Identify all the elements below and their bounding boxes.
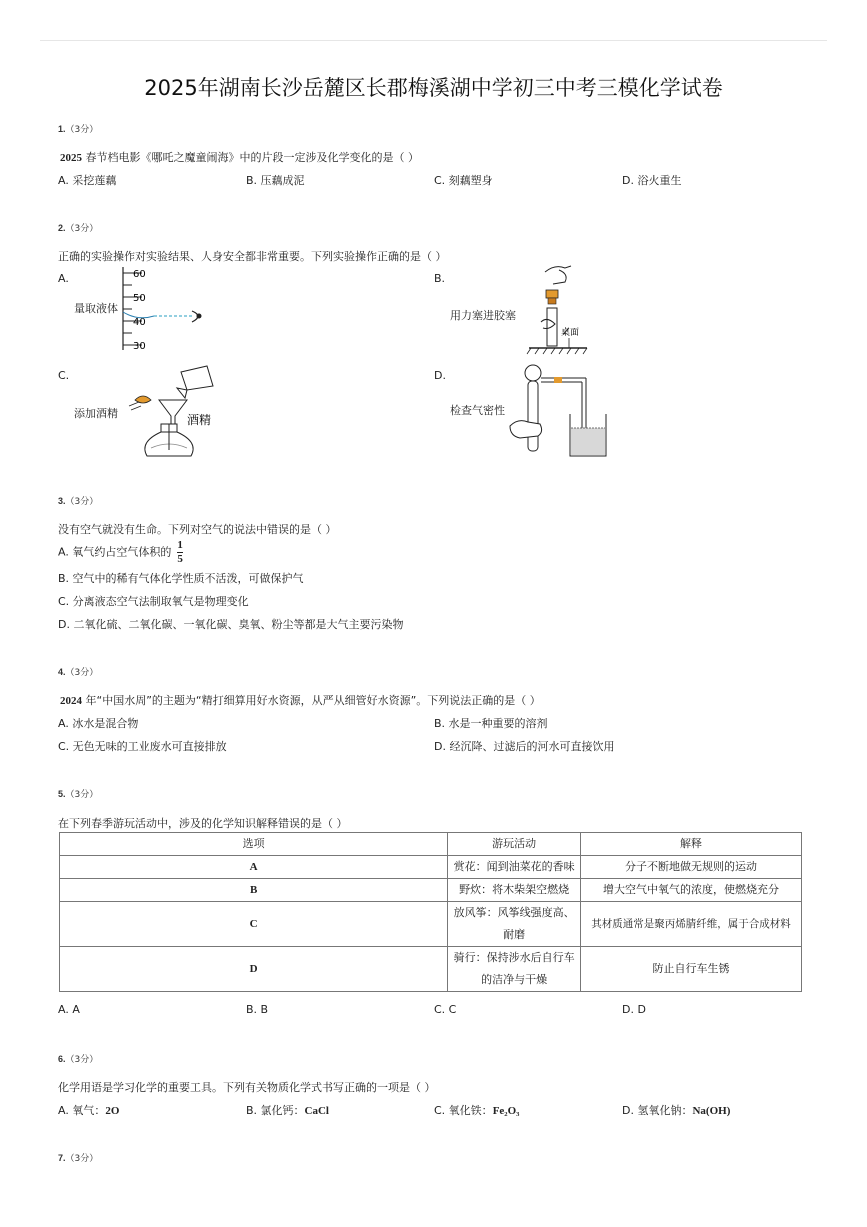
cell-option: A [60, 856, 448, 879]
option-b[interactable]: B. 压藕成泥 [246, 174, 305, 187]
figure-a-label: 量取液体 [74, 302, 118, 315]
option-label: B. 氯化钙： [246, 1104, 305, 1117]
option-a[interactable]: A. A [58, 1003, 80, 1016]
figure-c-label: 添加酒精 [74, 407, 118, 420]
cell-option: B [60, 879, 448, 902]
question-score: （3分） [65, 224, 99, 234]
question-3-stem: 没有空气就没有生命。下列对空气的说法中错误的是（ ） [58, 523, 337, 536]
question-5-header [58, 787, 98, 800]
option-d[interactable]: D. 经沉降、过滤后的河水可直接饮用 [434, 740, 615, 753]
option-a[interactable] [58, 540, 183, 565]
option-a[interactable]: A. 采挖莲藕 [58, 174, 117, 187]
stopper-insert-figure [525, 262, 595, 366]
stem-year: 2025 [60, 152, 82, 164]
cell-explanation: 增大空气中氧气的浓度，使燃烧充分 [581, 879, 802, 902]
option-b[interactable]: B. [434, 272, 446, 285]
option-c[interactable]: C. 分离液态空气法制取氧气是物理变化 [58, 595, 249, 608]
header-explanation: 解释 [581, 833, 802, 856]
question-score: （3分） [65, 1055, 99, 1065]
airtightness-figure [508, 362, 608, 458]
option-d[interactable]: D. [434, 369, 446, 382]
alcohol-lamp-figure [125, 360, 225, 464]
question-4-header [58, 665, 98, 678]
option-c[interactable]: C. 刻藕塑身 [434, 174, 493, 187]
option-formula: 2O [105, 1105, 120, 1117]
question-6-stem: 化学用语是学习化学的重要工具。下列有关物质化学式书写正确的一项是（ ） [58, 1081, 436, 1094]
fraction-numerator: 1 [177, 539, 183, 551]
figure-d-label: 检查气密性 [450, 404, 505, 417]
activities-table [59, 832, 802, 992]
question-7-header [58, 1151, 98, 1164]
option-b[interactable]: B. 空气中的稀有气体化学性质不活泼，可做保护气 [58, 572, 304, 585]
question-score: （3分） [65, 668, 99, 678]
table-row [60, 879, 802, 902]
question-number: 6. [58, 1054, 66, 1064]
question-score: （3分） [65, 790, 99, 800]
question-score: （3分） [65, 125, 99, 135]
option-b[interactable]: B. 水是一种重要的溶剂 [434, 717, 548, 730]
stem-text: 年“中国水周”的主题为“精打细算用好水资源，从严从细管好水资源”。下列说法正确的是（ ） [82, 694, 541, 707]
cell-activity: 骑行：保持涉水后自行车的洁净与干燥 [448, 947, 581, 992]
option-text: A. 氧气约占空气体积的 [58, 545, 172, 559]
option-c[interactable]: C. [58, 369, 70, 382]
option-label: D. 氢氧化钠： [622, 1104, 693, 1117]
table-row [60, 856, 802, 879]
cell-activity: 放风筝：风筝线强度高、耐磨 [448, 902, 581, 947]
option-d[interactable]: D. 二氧化硫、二氧化碳、一氧化碳、臭氧、粉尘等都是大气主要污染物 [58, 618, 404, 631]
table-row [60, 947, 802, 992]
question-score: （3分） [65, 497, 99, 507]
option-d[interactable]: D. 浴火重生 [622, 174, 682, 187]
page-title: 2025年湖南长沙岳麓区长郡梅溪湖中学初三中考三模化学试卷 [144, 76, 723, 100]
option-b[interactable] [246, 1102, 329, 1118]
question-2-header [58, 221, 98, 234]
option-c[interactable]: C. 无色无味的工业废水可直接排放 [58, 740, 227, 753]
cell-explanation: 其材质通常是聚丙烯腈纤维，属于合成材料 [581, 902, 802, 947]
tick-50: 50 [133, 293, 146, 304]
question-number: 1. [58, 124, 66, 134]
question-5-stem: 在下列春季游玩活动中，涉及的化学知识解释错误的是（ ） [58, 817, 348, 830]
tick-60: 60 [133, 269, 146, 280]
option-a[interactable]: A. [58, 272, 69, 285]
cell-explanation: 分子不断地做无规则的运动 [581, 856, 802, 879]
fraction-denominator: 5 [177, 553, 183, 565]
question-number: 4. [58, 667, 66, 677]
header-activity: 游玩活动 [448, 833, 581, 856]
question-3-header [58, 494, 98, 507]
question-score: （3分） [65, 1154, 99, 1164]
stem-year: 2024 [60, 695, 82, 707]
stem-text: 春节档电影《哪吒之魔童闹海》中的片段一定涉及化学变化的是（ ） [82, 151, 419, 164]
question-6-header [58, 1052, 98, 1065]
option-b[interactable]: B. B [246, 1003, 269, 1016]
cell-explanation: 防止自行车生锈 [581, 947, 802, 992]
tick-40: 40 [133, 317, 146, 328]
option-c[interactable] [434, 1102, 519, 1118]
option-formula: Fe₂O₃ [492, 1105, 520, 1117]
option-d[interactable]: D. D [622, 1003, 646, 1016]
option-a[interactable]: A. 冰水是混合物 [58, 717, 139, 730]
question-4-stem [60, 692, 541, 708]
cell-option: D [60, 947, 448, 992]
cell-option: C [60, 902, 448, 947]
fraction [177, 540, 183, 565]
option-c[interactable]: C. C [434, 1003, 457, 1016]
cylinder-reading-figure [118, 265, 218, 353]
tick-30: 30 [133, 341, 146, 352]
option-d[interactable] [622, 1102, 730, 1118]
option-label: C. 氧化铁： [434, 1104, 493, 1117]
desk-label: 桌面 [561, 328, 580, 338]
figure-b-label: 用力塞进胶塞 [450, 309, 516, 322]
question-number: 7. [58, 1153, 66, 1163]
cell-activity: 赏花：闻到油菜花的香味 [448, 856, 581, 879]
question-number: 3. [58, 496, 66, 506]
question-1-stem [60, 149, 419, 165]
question-1-header [58, 122, 98, 135]
option-a[interactable] [58, 1102, 119, 1118]
top-divider [40, 40, 827, 41]
question-2-stem: 正确的实验操作对实验结果、人身安全都非常重要。下列实验操作正确的是（ ） [58, 250, 447, 263]
option-label: A. 氧气： [58, 1104, 106, 1117]
alcohol-label: 酒精 [187, 413, 212, 427]
table-header-row [60, 833, 802, 856]
question-number: 5. [58, 789, 66, 799]
option-formula: CaCl [304, 1105, 329, 1117]
table-row [60, 902, 802, 947]
question-number: 2. [58, 223, 66, 233]
header-option: 选项 [60, 833, 448, 856]
cell-activity: 野炊：将木柴架空燃烧 [448, 879, 581, 902]
option-formula: Na(OH) [692, 1105, 731, 1117]
